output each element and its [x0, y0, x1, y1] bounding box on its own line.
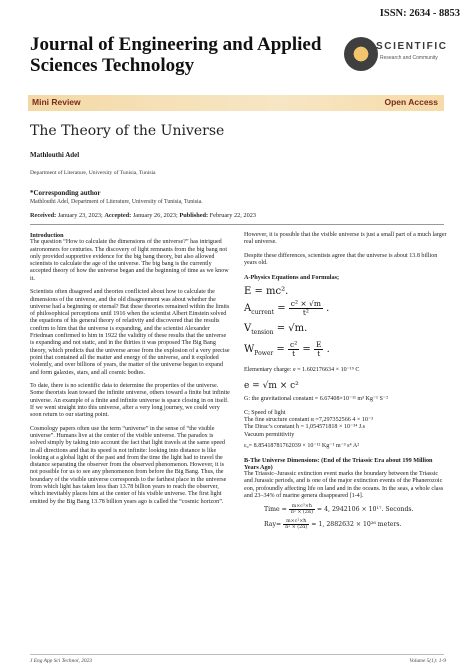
equation-power: $W_{Power}$ = $\frac{\text{c²}}{t}$ = $\frac{E}{t}$ .: [244, 339, 330, 358]
elementary-charge: Elementary charge: e = 1.602176634 × 10⁻¹⁹ C: [244, 366, 360, 373]
equation-tension: [244, 321, 448, 341]
footer-divider: [30, 654, 444, 655]
equation-current: $A_{current}$ = $\frac{\text{c² × √m}}{\text{t²}}$ .: [244, 298, 330, 317]
issn: ISSN: 2634 - 8853: [379, 8, 460, 19]
footer-volume: Volume 5(1): 1-9: [409, 658, 446, 664]
paragraph: Cosmology papers often use the term “universe” in the sense of “the visible universe”. Humans live at the center of the visible universe. The paradox is solved simply by taking into account the fact that light travels at the same speed in all directions and that its speed is not infinite: looking into distance is like looking at a global light of the past and from the time the light had to travel the distance separating the observer from the observed phenomenon. However, it is not possible for us to see any phenomenon from before the Big Bang. Thus, the boundary of the visible universe corresponds to the farthest place in the universe from which light has taken less than 13.78 billion years to reach the observer, which inevitably places him at the center of his visible universe. The first light emitted by the Big Bang 13.78 billion years ago is called the “cosmic horizon”.: [30, 425, 227, 505]
equation-symbol: W: [244, 343, 255, 355]
logo-circle-icon: [344, 37, 378, 71]
logo-subtitle: Research and Community: [380, 55, 438, 61]
equation-lhs: Time =: [264, 506, 287, 514]
author-name: Mathlouthi Adel: [30, 151, 80, 159]
section-heading-a: A-Physics Equations and Formulas;: [244, 273, 340, 281]
paragraph: Despite these differences, scientists agree that the universe is about 13.8 billion years old.: [244, 252, 438, 267]
fraction-numerator: m×c²×ħ: [283, 519, 309, 525]
equation-subscript: tension: [251, 328, 274, 336]
fraction-denominator: π² × (2α): [285, 525, 308, 531]
divider: [30, 224, 444, 225]
affiliation: Department of Literature, University of Tunisia, Tunisia: [30, 170, 156, 176]
paragraph: However, it is possible that the visible universe is just a small part of a much larger real universe.: [244, 232, 447, 246]
footer-citation: J Eng App Sci Technol, 2023: [30, 658, 92, 664]
equation-charge: e = √m × c²: [244, 381, 299, 392]
published-date: February 22, 2023: [209, 212, 257, 219]
fraction-numerator: E: [315, 339, 322, 349]
fraction-numerator: c²: [290, 339, 298, 349]
equation-subscript: current: [251, 308, 275, 316]
equation-symbol: V: [244, 322, 252, 334]
received-date: January 23, 2023;: [57, 212, 103, 219]
vacuum-permittivity-value: ε₀= 8.85418781762039 × 10⁻¹² Kg⁻¹ m⁻³ s⁴ A²: [244, 443, 360, 450]
received-label: Received:: [30, 212, 57, 219]
fraction: [289, 300, 323, 317]
left-column: [30, 232, 230, 512]
published-label: Published:: [179, 212, 209, 219]
fraction: [288, 341, 299, 358]
paragraph: The question “How to calculate the dimensions of the universe?” has intrigued astronomers for centuries. The discovery of light remnants from the big bang not only provided supportive evidence for the big bang theory, but also allowed scientists to calculate the age of the universe. The big bang is the currently accepted theory of how the universe began and the beginning of time as we know it.: [30, 239, 229, 282]
equation-ray: [244, 517, 448, 532]
equation-subscript: Power: [254, 349, 274, 357]
section-heading-b: B-The Universe Dimensions: (End of the Triassic Era about 199 Million Years Ago): [244, 456, 433, 471]
scientific-logo-icon: [344, 35, 464, 75]
paragraph: Scientists often disagreed and theories conflicted about how to calculate the dimensions of the universe, and the old disagreement was about whether the universe had a beginning or eternal? But these theories remained within the limits of philosophical perceptions until 1916 when the scientist Albert Einstein solved the equations of his general theory of relativity and discovered that the results confirm to him that the universe is expanding, and the scientist Alexander Friedman confirmed to him in 1922 the validity of these results that the universe is expanding and not static, and in the thirties it was proposed The Big Bang theory, which predicts that the universe arose from the explosion of a very precise point that contained all the matter and energy of the universe, and it exploded violently, and over billions of years, the matter of the universe began to expand and form galaxies, stars, and all cosmic bodies.: [30, 289, 230, 376]
fraction-numerator: c² × √m: [290, 298, 321, 308]
equation-symbol: A: [244, 302, 252, 314]
equation-time: [244, 502, 448, 517]
fraction-denominator: π² × (2α): [290, 510, 313, 516]
article-type: Mini Review: [32, 97, 81, 107]
paragraph: The Triassic–Jurassic extinction event marks the boundary between the Triassic and Jurassic periods, and is one of the major extinction events of the Phanerozoic eon, profoundly affecting life on land and in the oceans. In the seas, a whole class and 23–34% of marine genera disappeared [1-4].: [244, 471, 444, 499]
dirac-constant: The Dirac’s constant ħ = 1,054571818 × 10⁻³⁴ J.s: [244, 424, 366, 431]
equation-rhs: = 1, 2882632 × 10²⁶ meters.: [311, 521, 402, 529]
right-column: [244, 232, 448, 532]
equation-rhs: = 4, 2942106 × 10¹⁷. Seconds.: [316, 506, 414, 514]
gravitational-constant: G: the gravitational constant = 6.67408×10⁻¹¹ m³ Kg⁻¹ S⁻²: [244, 396, 388, 403]
article-type-bar: [28, 95, 444, 111]
vacuum-permittivity-label: Vacuum permittivity: [244, 431, 295, 438]
corresponding-author-heading: *Corresponding author: [30, 189, 101, 197]
equation-block: [244, 284, 448, 362]
open-access-label: Open Access: [384, 97, 438, 107]
accepted-date: January 26, 2023;: [132, 212, 178, 219]
fraction-denominator: t: [292, 348, 296, 358]
article-title: The Theory of the Universe: [30, 123, 225, 139]
fraction-denominator: t: [317, 348, 321, 358]
fine-structure-constant: The fine structure constant α =7,297352566 4 × 10⁻³: [244, 417, 374, 424]
equation-lhs: Ray=: [264, 521, 282, 529]
fraction: [314, 341, 323, 358]
equation-rhs: = √m.: [276, 322, 308, 334]
corresponding-author-text: Mathlouthi Adel, Department of Literature, University of Tunisia, Tunisia.: [30, 199, 203, 205]
journal-title: Journal of Engineering and Applied Sciences Technology: [30, 34, 322, 76]
accepted-label: Accepted:: [104, 212, 132, 219]
paragraph: To date, there is no scientific data to determine the properties of the universe. Some theorists lean toward the infinite universe, others toward a finite but infinite universe. An example of a finite and infinite universe is space closing in on itself. If we went straight into this universe, after a very long journey, we could very soon return to our starting point.: [30, 383, 230, 419]
introduction-heading: Introduction: [30, 232, 64, 239]
fraction: [289, 504, 315, 515]
article-dates: [30, 212, 256, 219]
fraction-denominator: t²: [302, 307, 309, 317]
speed-of-light: C; Speed of light: [244, 409, 286, 416]
equation-energy: E = mc².: [244, 285, 289, 297]
fraction: [283, 519, 309, 530]
logo-name: SCIENTIFIC: [376, 41, 448, 52]
fraction-numerator: m×c²×ħ: [289, 504, 315, 510]
